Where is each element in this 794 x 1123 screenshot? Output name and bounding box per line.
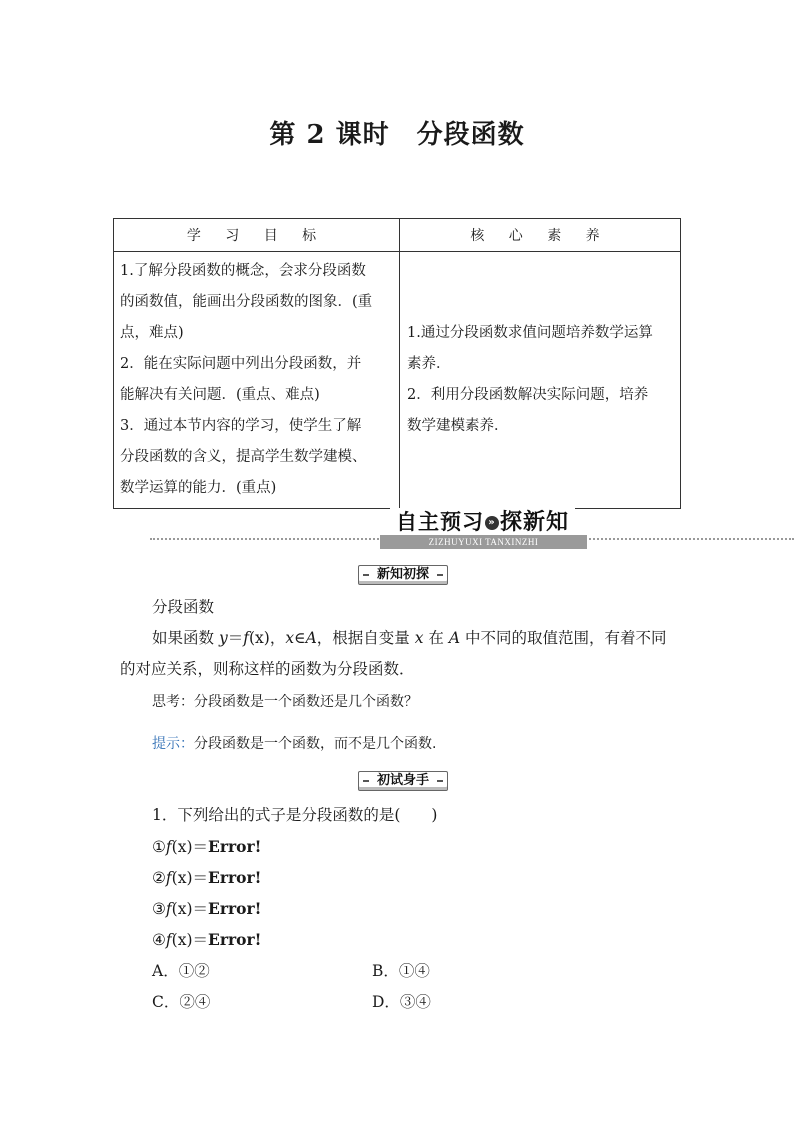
goal-line: 分段函数的含义，提高学生数学建模、 <box>120 449 367 465</box>
question-item: ②f(x)＝Error! <box>152 868 262 887</box>
table-header-goals: 学 习 目 标 <box>114 219 400 252</box>
goals-cell <box>114 252 400 509</box>
section-banner <box>150 508 794 548</box>
tag-try: 初试身手 <box>358 771 448 791</box>
goal-line: 数学运算的能力．(重点) <box>120 480 277 496</box>
question-item: ④f(x)＝Error! <box>152 930 262 949</box>
goal-line: 2．能在实际问题中列出分段函数，并 <box>120 356 362 372</box>
option-b[interactable]: B．①④ <box>372 962 430 980</box>
think-label: 思考： <box>152 694 194 710</box>
hint-line <box>152 733 436 753</box>
page-title: 第 2 课时 分段函数 <box>269 120 525 150</box>
objectives-table <box>113 218 681 509</box>
question-item: ①f(x)＝Error! <box>152 837 262 856</box>
definition-line-2: 的对应关系，则称这样的函数为分段函数． <box>120 660 415 678</box>
literacy-cell <box>400 252 681 509</box>
banner-title <box>390 508 575 536</box>
hint-label: 提示： <box>152 736 194 752</box>
option-d[interactable]: D．③④ <box>372 993 431 1011</box>
goal-line: 点，难点) <box>120 325 184 341</box>
banner-part2: 探新知 <box>500 510 570 535</box>
goal-line: 3．通过本节内容的学习，使学生了解 <box>120 418 362 434</box>
question-item: ③f(x)＝Error! <box>152 899 262 918</box>
banner-part1: 自主预习 <box>396 510 484 534</box>
goal-line: 1.了解分段函数的概念，会求分段函数 <box>120 263 366 279</box>
literacy-line: 2．利用分段函数解决实际问题，培养 <box>407 387 649 403</box>
section-heading: 分段函数 <box>152 598 215 616</box>
think-text: 分段函数是一个函数还是几个函数？ <box>194 694 418 710</box>
option-a[interactable]: A．①② <box>152 962 210 980</box>
literacy-line: 1.通过分段函数求值问题培养数学运算 <box>407 325 653 341</box>
tag-new-knowledge: 新知初探 <box>358 565 448 585</box>
question-stem: 1．下列给出的式子是分段函数的是( ) <box>152 806 438 824</box>
think-line <box>152 691 418 711</box>
option-c[interactable]: C．②④ <box>152 993 211 1011</box>
goal-line: 的函数值，能画出分段函数的图象．(重 <box>120 294 373 310</box>
table-header-literacy: 核 心 素 养 <box>400 219 681 252</box>
goal-line: 能解决有关问题．(重点、难点) <box>120 387 320 403</box>
banner-pinyin: ZIZHUYUXI TANXINZHI <box>380 535 587 549</box>
definition-line-1: 如果函数 y＝f(x)，x∈A，根据自变量 x 在 A 中不同的取值范围，有着不同 <box>152 629 667 647</box>
arrow-icon: » <box>485 516 499 530</box>
literacy-line: 数学建模素养． <box>407 418 509 434</box>
literacy-line: 素养． <box>407 356 451 372</box>
hint-text: 分段函数是一个函数，而不是几个函数. <box>194 736 437 752</box>
